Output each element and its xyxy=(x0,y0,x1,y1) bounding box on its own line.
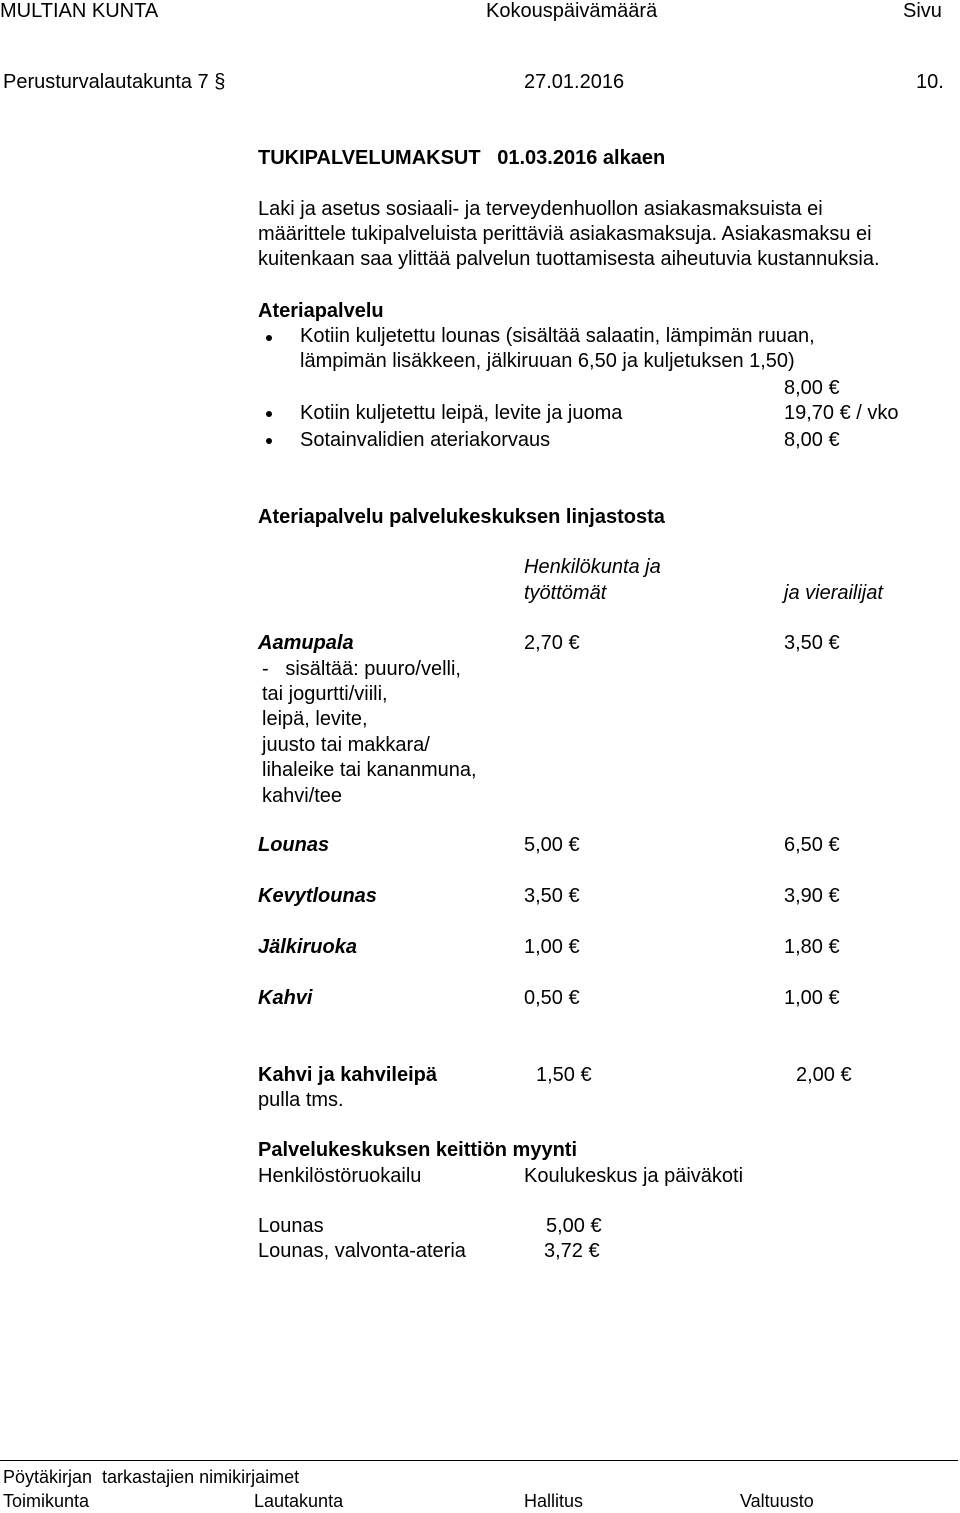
menu-row-name: Jälkiruoka xyxy=(258,936,357,958)
kitchen-row-name: Lounas, valvonta-ateria xyxy=(258,1240,466,1262)
coffee-pastry-price-visitors: 2,00 € xyxy=(796,1064,852,1086)
breakfast-price-visitors: 3,50 € xyxy=(784,632,840,654)
breakfast-desc-2: tai jogurtti/viili, xyxy=(262,683,388,705)
menu-row-price-staff: 3,50 € xyxy=(524,885,580,907)
meal-item-3-price: 8,00 € xyxy=(784,429,840,451)
menu-row-name: Lounas xyxy=(258,834,330,856)
menu-row-price-visitors: 1,00 € xyxy=(784,987,840,1009)
coffee-pastry-sub: pulla tms. xyxy=(258,1089,344,1111)
footer-label-government: Hallitus xyxy=(524,1491,584,1511)
kitchen-col-school: Koulukeskus ja päiväkoti xyxy=(524,1165,744,1187)
footer-divider xyxy=(0,1460,958,1461)
footer-label-council: Valtuusto xyxy=(740,1491,814,1511)
header-body: Perusturvalautakunta 7 § xyxy=(3,71,226,93)
kitchen-col-staff: Henkilöstöruokailu xyxy=(258,1165,422,1187)
meal-item-1-price: 8,00 € xyxy=(784,377,840,399)
meal-item-2-label: Kotiin kuljetettu leipä, levite ja juoma xyxy=(300,402,623,424)
kitchen-sales-heading: Palvelukeskuksen keittiön myynti xyxy=(258,1139,578,1161)
breakfast-price-staff: 2,70 € xyxy=(524,632,580,654)
meal-item-1-line1: Kotiin kuljetettu lounas (sisältää salaatin, lämpimän ruuan, xyxy=(300,325,815,347)
header-date: 27.01.2016 xyxy=(524,71,625,93)
coffee-pastry-price-staff: 1,50 € xyxy=(536,1064,592,1086)
breakfast-desc-5: lihaleike tai kananmuna, xyxy=(262,759,477,781)
footer-label-board: Lautakunta xyxy=(254,1491,344,1511)
kitchen-row-price: 5,00 € xyxy=(546,1215,602,1237)
menu-row-price-staff: 5,00 € xyxy=(524,834,580,856)
meal-item-3-label: Sotainvalidien ateriakorvaus xyxy=(300,429,551,451)
header-municipality: MULTIAN KUNTA xyxy=(0,0,159,22)
header-page-number: 10. xyxy=(916,71,944,93)
line-service-heading: Ateriapalvelu palvelukeskuksen linjastosta xyxy=(258,506,665,528)
coffee-pastry-name: Kahvi ja kahvileipä xyxy=(258,1064,437,1086)
menu-row-name: Kevytlounas xyxy=(258,885,377,907)
menu-row-price-visitors: 1,80 € xyxy=(784,936,840,958)
breakfast-desc-4: juusto tai makkara/ xyxy=(262,734,430,756)
breakfast-desc-3: leipä, levite, xyxy=(262,708,368,730)
bullet-icon xyxy=(266,335,272,341)
footer-initials-label: Pöytäkirjan tarkastajien nimikirjaimet xyxy=(3,1467,300,1487)
menu-row-price-staff: 1,00 € xyxy=(524,936,580,958)
menu-row-price-visitors: 6,50 € xyxy=(784,834,840,856)
breakfast-name: Aamupala xyxy=(258,632,354,654)
intro-line-1: Laki ja asetus sosiaali- ja terveydenhuollon asiakasmaksuista ei xyxy=(258,198,823,220)
intro-line-3: kuitenkaan saa ylittää palvelun tuottamisesta aiheutuvia kustannuksia. xyxy=(258,248,880,270)
bullet-icon xyxy=(266,438,272,444)
col-header-staff-line1: Henkilökunta ja xyxy=(524,556,661,578)
meal-service-heading: Ateriapalvelu xyxy=(258,300,384,322)
kitchen-row-price: 3,72 € xyxy=(544,1240,600,1262)
intro-line-2: määrittele tukipalveluista perittäviä asiakasmaksuja. Asiakasmaksu ei xyxy=(258,223,872,245)
breakfast-desc-1: - sisältää: puuro/velli, xyxy=(262,658,461,680)
menu-row-price-staff: 0,50 € xyxy=(524,987,580,1009)
menu-row-price-visitors: 3,90 € xyxy=(784,885,840,907)
kitchen-row-name: Lounas xyxy=(258,1215,324,1237)
col-header-staff-line2: työttömät xyxy=(524,582,607,604)
meal-item-2-price: 19,70 € / vko xyxy=(784,402,899,424)
document-title: TUKIPALVELUMAKSUT 01.03.2016 alkaen xyxy=(258,147,666,169)
meal-item-1-line2: lämpimän lisäkkeen, jälkiruuan 6,50 ja kuljetuksen 1,50) xyxy=(300,350,795,372)
header-meeting-date-label: Kokouspäivämäärä xyxy=(486,0,658,22)
header-page-label: Sivu xyxy=(903,0,942,22)
breakfast-desc-6: kahvi/tee xyxy=(262,785,343,807)
menu-row-name: Kahvi xyxy=(258,987,313,1009)
bullet-icon xyxy=(266,411,272,417)
col-header-visitors: ja vierailijat xyxy=(784,582,883,604)
footer-label-committee: Toimikunta xyxy=(3,1491,90,1511)
